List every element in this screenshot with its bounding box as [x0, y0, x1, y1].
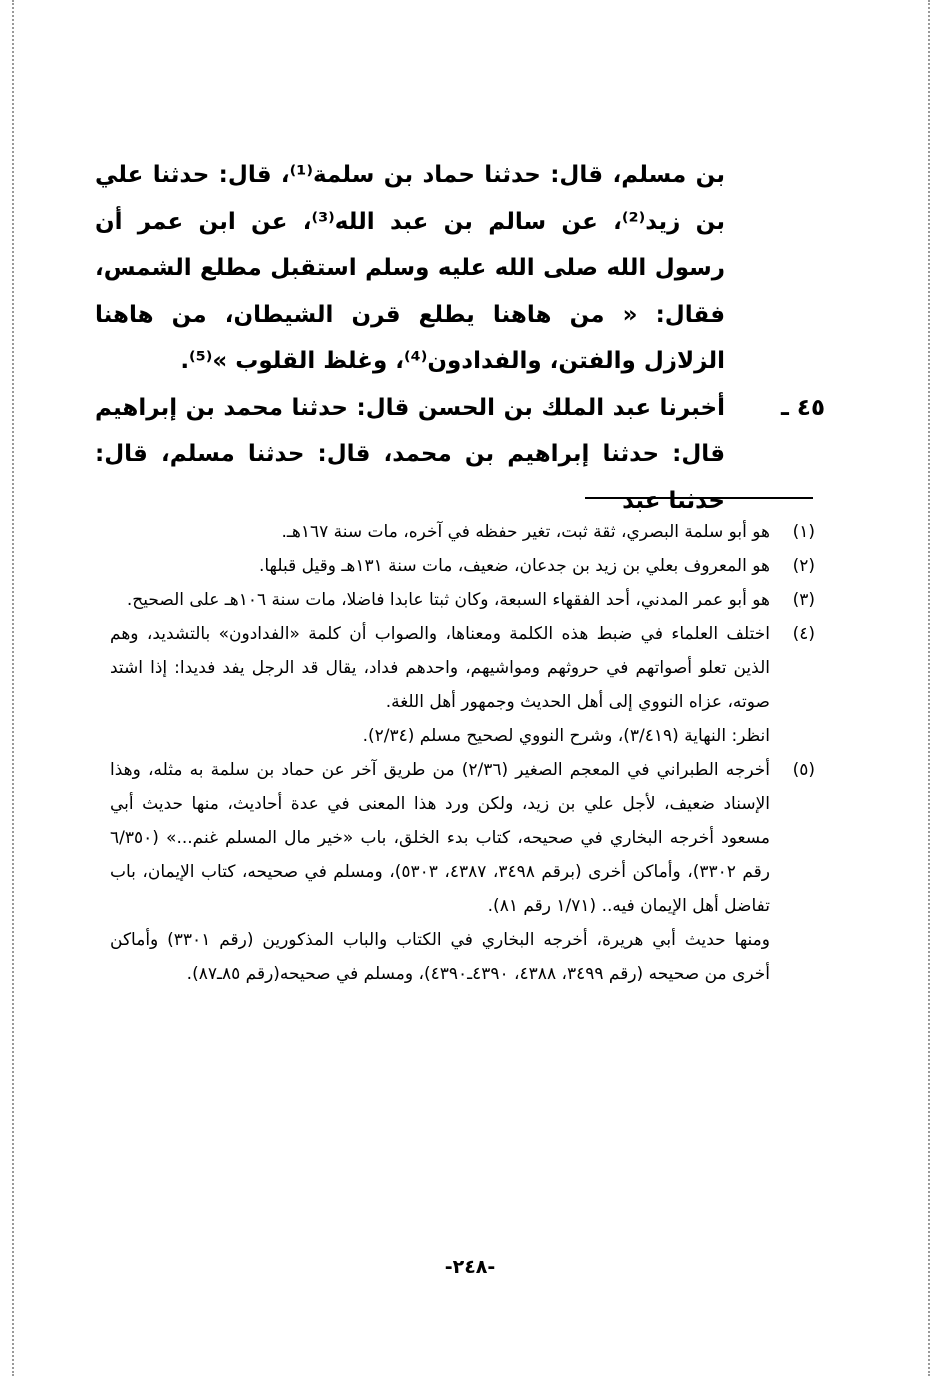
footnote-number: (٢) [792, 556, 815, 576]
footnote-continuation: انظر: النهاية (٣/٤١٩)، وشرح النووي لصحيح مسلم (٢/٣٤). [362, 726, 770, 746]
footnote-number: (١) [792, 522, 815, 542]
footnote-number: (٤) [792, 624, 815, 644]
footnote-text: أخرجه الطبراني في المعجم الصغير (٢/٣٦) من طريق آخر عن حماد بن سلمة به مثله، وهذا الإسناد ضعيف، لأجل علي بن زيد، ولكن ورد هذا المعنى في عدة أحاديث، منها حديث أبي مسعود أخرجه البخاري في صحيحه، كتاب بدء الخلق، باب «خير مال المسلم غنم...» (٦/٣٥٠ رقم ٣٣٠٢)، وأماكن أخرى (برقم ٣٤٩٨، ٤٣٨٧، ٥٣٠٣)، ومسلم في صحيحه، كتاب الإيمان، باب تفاضل أهل الإيمان فيه.. (١/٧١ رقم ٨١). [110, 760, 771, 916]
paragraph-45 [95, 385, 825, 525]
footnotes [110, 515, 815, 991]
footnote-text: هو أبو سلمة البصري، ثقة ثبت، تغير حفظه في آخره، مات سنة ١٦٧هـ. [281, 522, 770, 542]
footnote-number: (٥) [792, 760, 815, 780]
footnote-4 [110, 617, 815, 753]
main-text [95, 152, 825, 524]
page-number: -٢٤٨- [444, 1256, 496, 1278]
right-margin-dotted-border [928, 0, 930, 1376]
paragraph-text: بن مسلم، قال: حدثنا حماد بن سلمة⁽¹⁾، قال: حدثنا علي بن زيد⁽²⁾، عن سالم بن عبد الله⁽³⁾، عن ابن عمر أن رسول الله صلى الله عليه وسلم استقبل مطلع الشمس، فقال: « من هاهنا يطلع قرن الشيطان، من هاهنا الزلازل والفتن، والفدادون⁽⁴⁾، وغلظ القلوب »⁽⁵⁾. [95, 162, 725, 374]
footnote-2 [110, 549, 815, 583]
footnote-separator [585, 497, 813, 499]
footnote-text: هو أبو عمر المدني، أحد الفقهاء السبعة، وكان ثبتا عابدا فاضلا، مات سنة ١٠٦هـ على الصحيح. [126, 590, 770, 610]
paragraph-text: أخبرنا عبد الملك بن الحسن قال: حدثنا محمد بن إبراهيم قال: حدثنا إبراهيم بن محمد، قال: حدثنا مسلم، قال: حدثنا عبد [95, 394, 725, 514]
paragraph-continuation [95, 152, 725, 385]
footnote-text: اختلف العلماء في ضبط هذه الكلمة ومعناها، والصواب أن كلمة «الفدادون» بالتشديد، وهم الذين تعلو أصواتهم في حروثهم ومواشيهم، واحدهم فداد، يقال قد الرجل يفد فديدا: إذا اشتد صوته، عزاه النووي إلى أهل الحديث وجمهور أهل اللغة. [110, 624, 770, 712]
footnote-5 [110, 753, 815, 991]
footnote-text: هو المعروف بعلي بن زيد بن جدعان، ضعيف، مات سنة ١٣١هـ وقيل قبلها. [258, 556, 770, 576]
footnote-number: (٣) [792, 590, 815, 610]
footnote-3 [110, 583, 815, 617]
footnote-1 [110, 515, 815, 549]
left-margin-dotted-border [12, 0, 14, 1376]
footnote-continuation: ومنها حديث أبي هريرة، أخرجه البخاري في الكتاب والباب المذكورين (رقم ٣٣٠١) وأماكن أخرى من صحيحه (رقم ٣٤٩٩، ٤٣٨٨، ٤٣٩٠ـ٤٣٩٠)، ومسلم في صحيحه(رقم ٨٥ـ٨٧). [110, 930, 770, 984]
hadith-number: ٤٥ ـ [781, 394, 825, 421]
